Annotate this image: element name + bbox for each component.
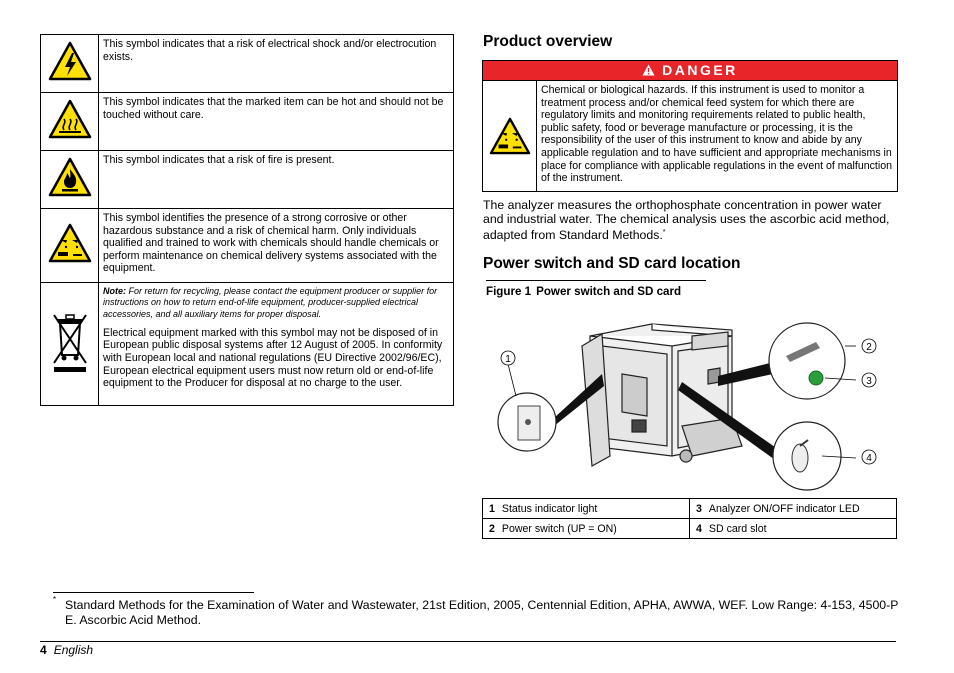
callout-4 [862,450,876,464]
footnote-reference[interactable]: * [662,229,666,237]
danger-box [482,60,898,192]
hot-surface-warning-icon [41,93,99,151]
figure-caption [486,280,706,298]
danger-banner [483,61,897,81]
analyzer-body [582,324,742,466]
legend-label: Analyzer ON/OFF indicator LED [708,502,860,515]
corrosive-warning-icon [41,209,99,283]
legend-number: 4 [696,522,702,535]
callout-1 [501,351,515,365]
svg-text:2: 2 [866,342,872,353]
safety-symbols-table [40,34,454,406]
symbol-text: This symbol indicates that the marked item can be hot and should not be touched without care. [103,96,444,121]
legend-number: 3 [696,502,702,515]
footnote-mark: * [53,595,57,604]
symbol-row [41,151,454,209]
symbol-description [99,151,454,209]
recycling-note [103,286,448,320]
legend-number: 2 [489,522,495,535]
symbol-description [99,283,454,406]
page-footer [40,643,93,657]
footnote-divider [53,592,254,593]
symbol-row [41,93,454,151]
legend-item [690,499,897,519]
corrosive-warning-icon [483,81,537,191]
legend-row [483,499,897,519]
figure-label: Figure 1 [486,285,532,298]
footnote-text: Standard Methods for the Examination of Water and Wastewater, 21st Edition, 2005, Centennial Edition, APHA, AWWA, WEF. Low Range: 4-153, 4500-P E. Ascorbic Acid Method. [65,598,899,627]
symbol-text: Electrical equipment marked with this symbol may not be disposed of in European public disposal systems after 12 August of 2005. In conformity with European local and national regulations (EU Directive 2002/96/EC), European electrical equipment users must now return old or end-of-life equipment to the Producer for disposal at no charge to the user. [103,326,443,390]
symbol-row [41,209,454,283]
danger-text: Chemical or biological hazards. If this instrument is used to monitor a treatment process and/or chemical feed system for which there are regulatory limits and monitoring requirements related to public health, public safety, food or beverage manufacture or processing, it is the responsibility of the user of this instrument to know and abide by any applicable regulation and to have sufficient and appropriate mechanisms in place for compliance with applicable regulations in the event of malfunction of the instrument. [541,84,892,185]
legend-item [483,519,690,539]
svg-text:1: 1 [505,354,511,365]
symbol-row [41,35,454,93]
legend-item [483,499,690,519]
legend-item [690,519,897,539]
analyzer-illustration [482,306,896,492]
product-description [483,198,897,243]
danger-body [483,81,897,191]
svg-text:3: 3 [866,376,872,387]
callout-3 [862,373,876,387]
note-text: For return for recycling, please contact the equipment producer or supplier for instructions on how to return end-of-life equipment, producer-supplied electrical accessories, and all auxiliary items for proper disposal. [103,286,438,319]
legend-label: Status indicator light [501,502,598,515]
fire-warning-icon [41,151,99,209]
symbol-text: This symbol identifies the presence of a strong corrosive or other hazardous substance and a risk of chemical harm. Only individuals qualified and trained to work with chemicals should handle chemicals or perform maintenance on chemical delivery systems associated with the equipment. [103,212,439,275]
product-overview-heading: Product overview [483,33,613,50]
symbol-description [99,209,454,283]
svg-text:4: 4 [866,453,872,464]
symbol-row [41,283,454,406]
crossed-out-bin-icon [41,283,99,406]
sd-card-slot [792,444,808,472]
symbol-description [99,35,454,93]
danger-label: DANGER [662,62,738,78]
power-switch-heading: Power switch and SD card location [483,255,741,272]
symbol-description [99,93,454,151]
legend-label: Power switch (UP = ON) [501,522,617,535]
callout-2 [862,339,876,353]
figure-title: Power switch and SD card [536,285,682,298]
product-description-text: The analyzer measures the orthophosphate concentration in power water and industrial water. The chemical analysis uses the ascorbic acid method, adapted from Standard Methods. [483,198,890,243]
footer-divider [40,641,896,642]
electrical-shock-warning-icon [41,35,99,93]
legend-row [483,519,897,539]
legend-number: 1 [489,502,495,515]
power-switch-inset [769,323,845,399]
symbol-text: This symbol indicates that a risk of electrical shock and/or electrocution exists. [103,38,437,63]
warning-triangle-icon [642,62,659,78]
footer-language: English [53,643,94,657]
legend-label: SD card slot [708,522,767,535]
page-number: 4 [40,643,47,657]
led-indicator-icon [809,371,823,385]
note-label: Note: [103,286,126,296]
symbol-text: This symbol indicates that a risk of fire is present. [103,154,335,166]
figure-legend-table [482,498,897,539]
